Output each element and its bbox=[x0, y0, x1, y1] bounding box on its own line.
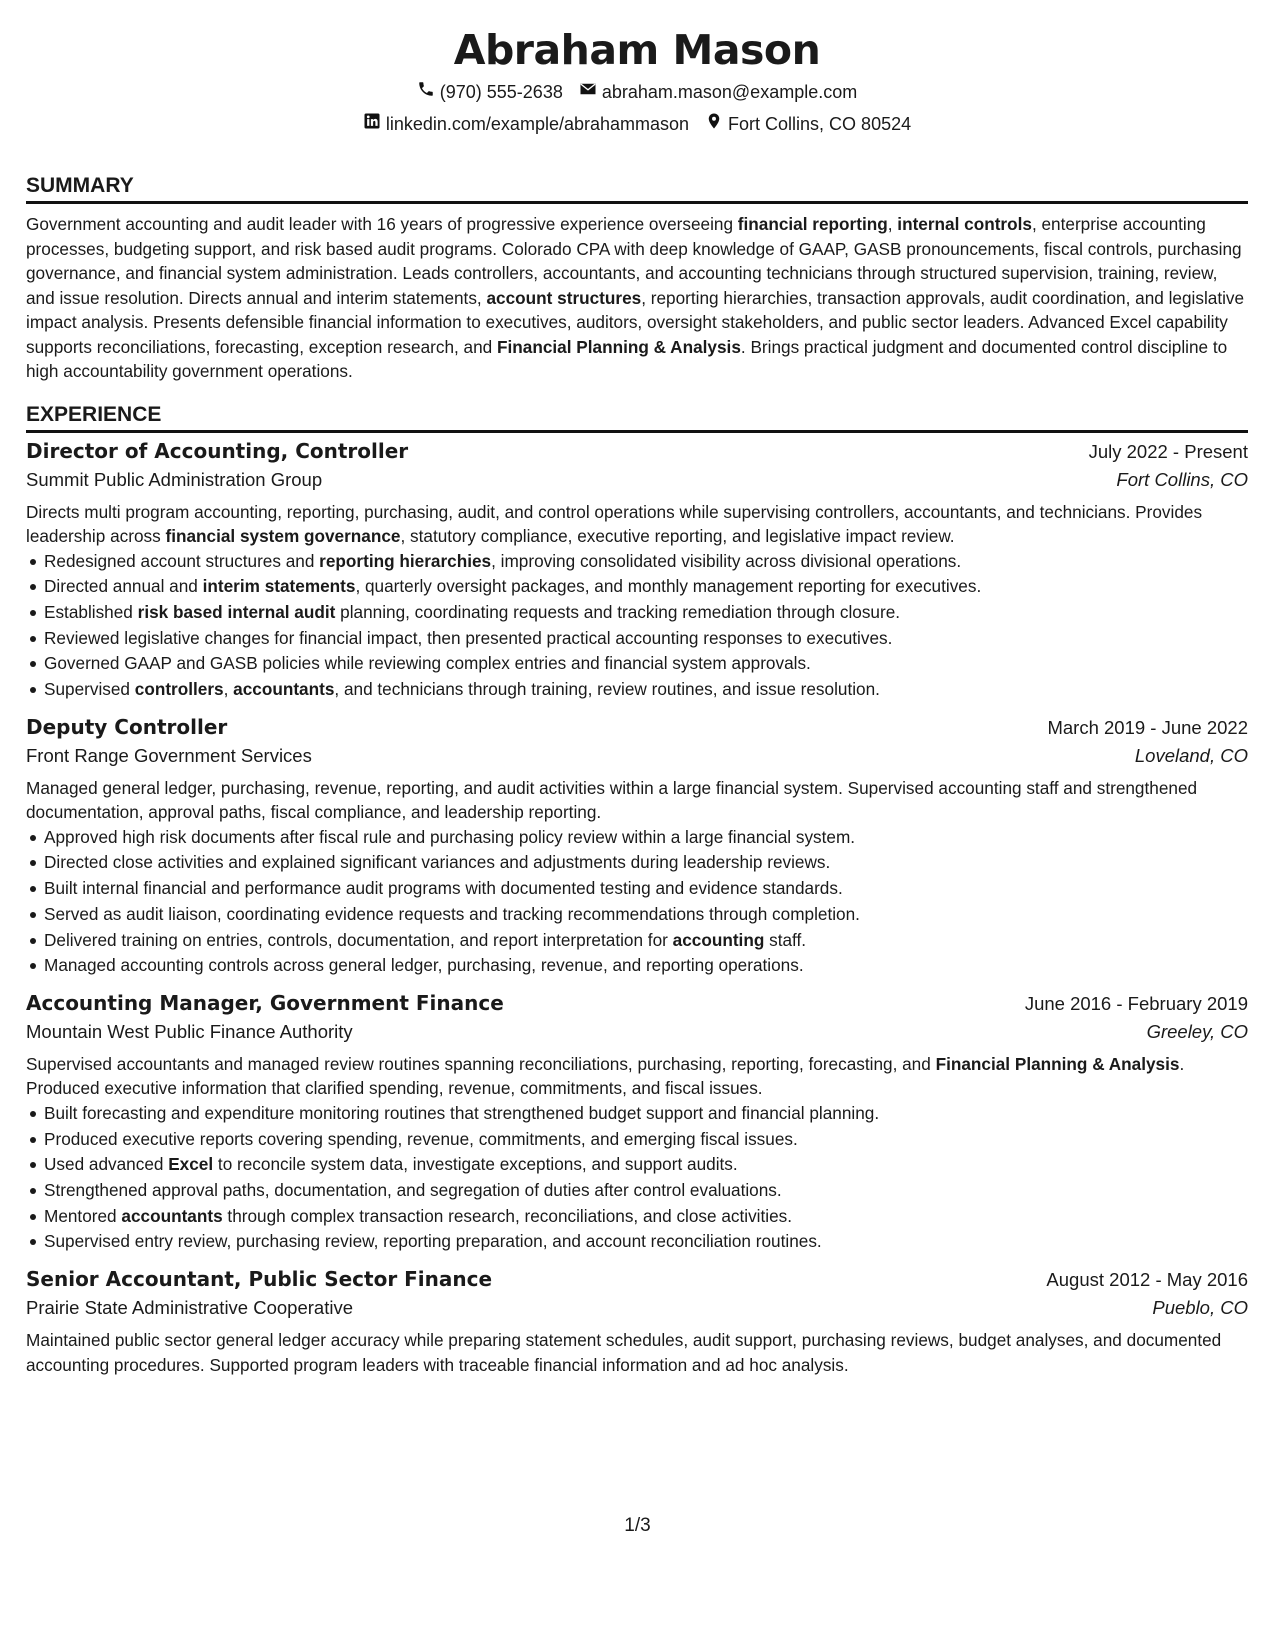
bold-text: controllers bbox=[134, 679, 224, 700]
job-entry bbox=[26, 1265, 1248, 1377]
job-company: Front Range Government Services bbox=[26, 744, 312, 766]
job-bullet bbox=[44, 1127, 1248, 1153]
text-run: Approved high risk documents after fiscal rule and purchasing policy review within a large financial system. bbox=[44, 826, 856, 847]
text-run: to reconcile system data, investigate exceptions, and support audits. bbox=[213, 1154, 738, 1175]
text-run: Government accounting and audit leader with 16 years of progressive experience overseeing bbox=[26, 214, 738, 234]
job-title: Deputy Controller bbox=[26, 714, 228, 739]
job-bullet bbox=[44, 1178, 1248, 1204]
job-location: Fort Collins, CO bbox=[1116, 468, 1248, 490]
text-run: , enterprise accounting processes, budgeting support, and risk based audit programs. Colorado CPA with deep knowledge of GAAP, GASB pronouncements, fiscal controls, purchasing governance, and financial system administration. Leads controllers, accountants, and accounting technicians through structured supervision, training, review, and issue resolution. Directs annual and interim statements, bbox=[26, 214, 1242, 308]
job-subheader bbox=[26, 1020, 1248, 1044]
phone-number: (970) 555-2638 bbox=[439, 81, 563, 102]
job-bullet-list bbox=[26, 1101, 1248, 1255]
bold-text: risk based internal audit bbox=[137, 601, 336, 622]
job-company: Summit Public Administration Group bbox=[26, 468, 323, 490]
bold-text: interim statements bbox=[202, 576, 356, 597]
job-bullet-list bbox=[26, 549, 1248, 703]
summary-text bbox=[26, 212, 1248, 384]
job-location: Loveland, CO bbox=[1134, 744, 1248, 766]
text-run: Directs multi program accounting, reporting, purchasing, audit, and control operations while supervising controllers, accountants, and technicians. Provides leadership across bbox=[26, 501, 1203, 546]
text-run: Built forecasting and expenditure monitoring routines that strengthened budget support and financial planning. bbox=[44, 1102, 880, 1123]
job-subheader bbox=[26, 744, 1248, 768]
text-run: . Brings practical judgment and documented control discipline to high accountability government operations. bbox=[26, 336, 1228, 381]
job-entry bbox=[26, 989, 1248, 1255]
job-entry bbox=[26, 437, 1248, 703]
contact-location bbox=[705, 112, 911, 135]
bold-text: accounting bbox=[672, 929, 765, 950]
job-bullet bbox=[44, 626, 1248, 652]
resume-page bbox=[26, 0, 1248, 1377]
text-run: , improving consolidated visibility across divisional operations. bbox=[491, 550, 962, 571]
contact-line-secondary bbox=[26, 112, 1248, 135]
job-bullet bbox=[44, 1101, 1248, 1127]
page-number: 1/3 bbox=[624, 1515, 651, 1536]
job-title: Director of Accounting, Controller bbox=[26, 438, 409, 463]
job-bullet bbox=[44, 651, 1248, 677]
contact-linkedin[interactable] bbox=[363, 112, 689, 135]
linkedin-url[interactable]: linkedin.com/example/abrahammason bbox=[385, 113, 690, 134]
text-run: Produced executive reports covering spending, revenue, commitments, and emerging fiscal issues. bbox=[44, 1128, 798, 1149]
job-subheader bbox=[26, 1296, 1248, 1320]
summary-heading: SUMMARY bbox=[26, 173, 1248, 204]
job-description bbox=[26, 1328, 1248, 1377]
job-description bbox=[26, 500, 1248, 549]
bold-text: Financial Planning & Analysis bbox=[935, 1053, 1180, 1074]
job-bullet bbox=[44, 825, 1248, 851]
job-bullet bbox=[44, 600, 1248, 626]
job-dates: August 2012 - May 2016 bbox=[1046, 1269, 1248, 1291]
text-run: Mentored bbox=[44, 1205, 122, 1226]
candidate-name: Abraham Mason bbox=[453, 26, 821, 74]
job-location: Pueblo, CO bbox=[1152, 1297, 1248, 1319]
text-run: , bbox=[887, 214, 898, 234]
text-run: , quarterly oversight packages, and monthly management reporting for executives. bbox=[355, 576, 982, 597]
text-run: Strengthened approval paths, documentation, and segregation of duties after control evaluations. bbox=[44, 1180, 782, 1201]
job-bullet bbox=[44, 1229, 1248, 1255]
job-bullet bbox=[44, 902, 1248, 928]
job-bullet bbox=[44, 677, 1248, 703]
job-header bbox=[26, 1265, 1248, 1294]
job-bullet bbox=[44, 1152, 1248, 1178]
job-description bbox=[26, 1052, 1248, 1101]
bold-text: account structures bbox=[486, 287, 642, 308]
bold-text: Excel bbox=[168, 1154, 214, 1175]
text-run: staff. bbox=[764, 929, 807, 950]
text-run: through complex transaction research, reconciliations, and close activities. bbox=[222, 1205, 793, 1226]
bold-text: Financial Planning & Analysis bbox=[497, 336, 741, 357]
job-dates: July 2022 - Present bbox=[1088, 440, 1248, 462]
phone-icon bbox=[417, 80, 435, 103]
job-header bbox=[26, 437, 1248, 466]
text-run: Supervised accountants and managed review routines spanning reconciliations, purchasing, reporting, forecasting, and bbox=[26, 1053, 936, 1074]
job-title: Senior Accountant, Public Sector Finance bbox=[26, 1267, 493, 1292]
job-company: Mountain West Public Finance Authority bbox=[26, 1020, 353, 1042]
bold-text: financial system governance bbox=[165, 526, 401, 546]
text-run: Served as audit liaison, coordinating evidence requests and tracking recommendations through completion. bbox=[44, 903, 860, 924]
text-run: Supervised entry review, purchasing review, reporting preparation, and account reconciliation routines. bbox=[44, 1231, 822, 1252]
text-run: , and technicians through training, review routines, and issue resolution. bbox=[334, 679, 880, 700]
job-location: Greeley, CO bbox=[1146, 1020, 1248, 1042]
map-pin-icon bbox=[705, 112, 723, 135]
text-run: Directed annual and bbox=[44, 576, 203, 597]
text-run: , reporting hierarchies, transaction approvals, audit coordination, and legislative impact analysis. Presents defensible financial information to executives, auditors, oversight stakeholders, and public sector leaders. Advanced Excel capability supports reconciliations, forecasting, exception research, and bbox=[26, 287, 1245, 357]
job-company: Prairie State Administrative Cooperative bbox=[26, 1297, 353, 1319]
text-run: Managed accounting controls across general ledger, purchasing, revenue, and reporting operations. bbox=[44, 955, 804, 976]
text-run: Managed general ledger, purchasing, revenue, reporting, and audit activities within a large financial system. Supervised accounting staff and strengthened documentation, approval paths, fiscal compliance, and leadership reporting. bbox=[26, 777, 1198, 823]
text-run: , bbox=[223, 679, 234, 700]
contact-line-primary bbox=[26, 80, 1248, 103]
job-bullet bbox=[44, 953, 1248, 979]
text-run: Directed close activities and explained significant variances and adjustments during leadership reviews. bbox=[44, 852, 831, 873]
email-address[interactable]: abraham.mason@example.com bbox=[601, 81, 858, 102]
job-bullet bbox=[44, 549, 1248, 575]
job-description bbox=[26, 776, 1248, 825]
text-run: Built internal financial and performance audit programs with documented testing and evidence standards. bbox=[44, 878, 843, 899]
contact-phone bbox=[417, 80, 563, 103]
text-run: Governed GAAP and GASB policies while reviewing complex entries and financial system approvals. bbox=[44, 653, 811, 674]
job-bullet bbox=[44, 850, 1248, 876]
job-dates: June 2016 - February 2019 bbox=[1024, 992, 1248, 1014]
job-title: Accounting Manager, Government Finance bbox=[26, 990, 504, 1015]
job-subheader bbox=[26, 468, 1248, 492]
job-header bbox=[26, 989, 1248, 1018]
location-text: Fort Collins, CO 80524 bbox=[728, 113, 912, 134]
linkedin-icon bbox=[363, 112, 381, 135]
job-bullet bbox=[44, 876, 1248, 902]
job-bullet bbox=[44, 1204, 1248, 1230]
text-run: Supervised bbox=[44, 679, 135, 700]
bold-text: accountants bbox=[121, 1205, 223, 1226]
bold-text: internal controls bbox=[897, 214, 1032, 234]
job-bullet-list bbox=[26, 825, 1248, 979]
text-run: Established bbox=[44, 601, 138, 622]
experience-list bbox=[26, 437, 1248, 1378]
text-run: Delivered training on entries, controls, documentation, and report interpretation for bbox=[44, 929, 673, 950]
bold-text: financial reporting bbox=[737, 214, 888, 234]
text-run: Maintained public sector general ledger accuracy while preparing statement schedules, audit support, purchasing reviews, budget analyses, and documented accounting procedures. Supported program leaders with traceable financial information and ad hoc analysis. bbox=[26, 1330, 1222, 1375]
text-run: planning, coordinating requests and tracking remediation through closure. bbox=[335, 601, 901, 622]
job-header bbox=[26, 713, 1248, 742]
job-bullet bbox=[44, 928, 1248, 954]
bold-text: accountants bbox=[233, 679, 335, 700]
text-run: , statutory compliance, executive reporting, and legislative impact review. bbox=[400, 526, 955, 546]
contact-email[interactable] bbox=[579, 80, 857, 103]
text-run: Reviewed legislative changes for financial impact, then presented practical accounting responses to executives. bbox=[44, 627, 893, 648]
experience-heading: EXPERIENCE bbox=[26, 402, 1248, 433]
job-entry bbox=[26, 713, 1248, 979]
text-run: . Produced executive information that clarified spending, revenue, commitments, and fiscal issues. bbox=[26, 1053, 1185, 1099]
job-dates: March 2019 - June 2022 bbox=[1047, 716, 1248, 738]
envelope-icon bbox=[579, 80, 597, 103]
text-run: Used advanced bbox=[44, 1154, 169, 1175]
text-run: Redesigned account structures and bbox=[44, 550, 320, 571]
job-bullet bbox=[44, 574, 1248, 600]
bold-text: reporting hierarchies bbox=[319, 550, 492, 571]
